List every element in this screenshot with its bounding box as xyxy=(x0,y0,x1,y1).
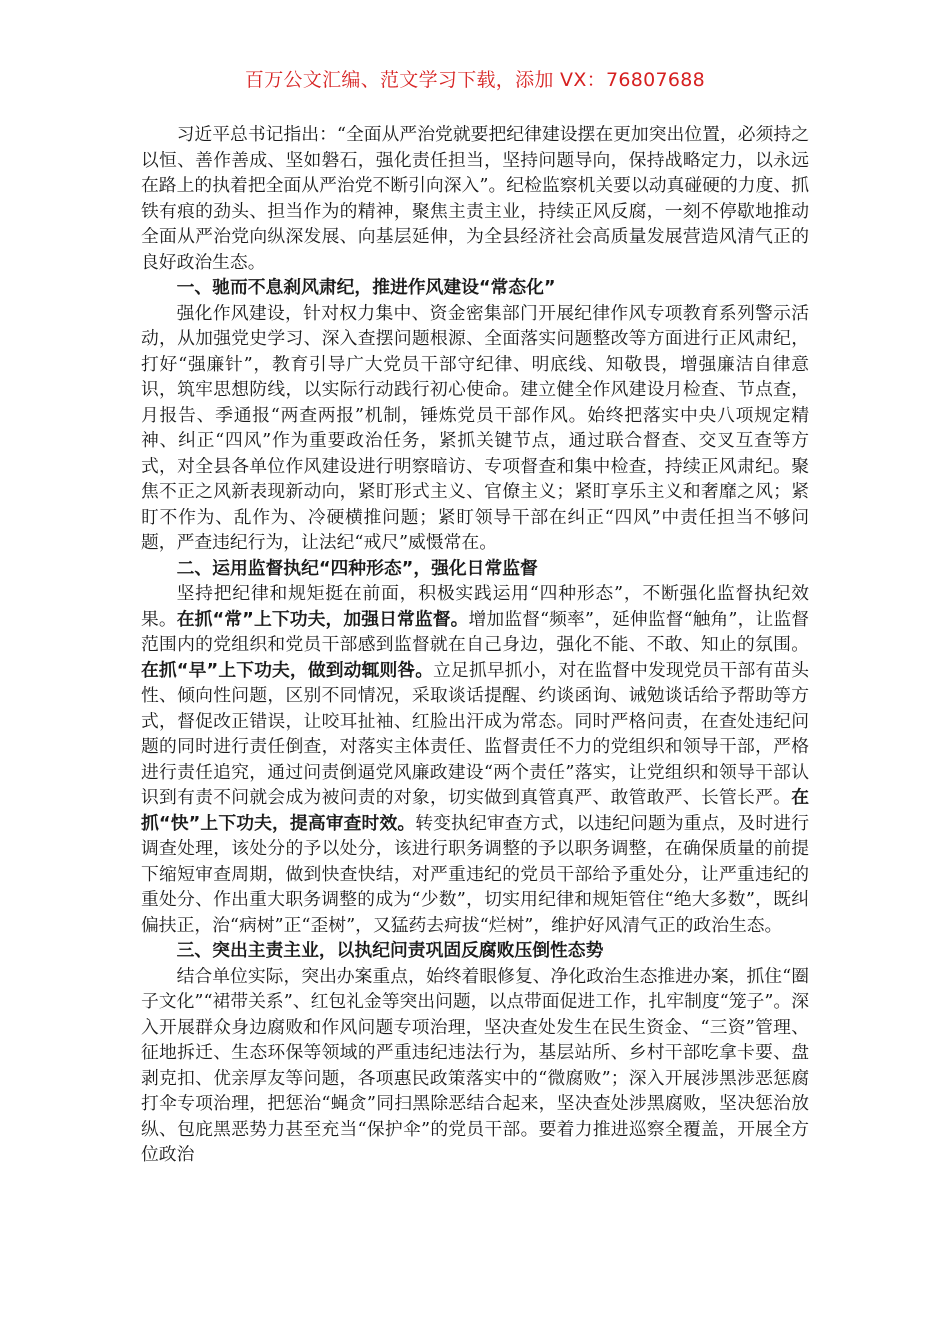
section-1-paragraph: 强化作风建设，针对权力集中、资金密集部门开展纪律作风专项教育系列警示活动，从加强党史学习、深入查摆问题根源、全面落实问题整改等方面进行正风肃纪，打好“强廉针”，教育引导广大党员干部守纪律、明底线、知敬畏，增强廉洁自律意识，筑牢思想防线，以实际行动践行初心使命。建立健全作风建设月检查、节点查，月报告、季通报“两查两报”机制，锤炼党员干部作风。始终把落实中央八项规定精神、纠正“四风”作为重要政治任务，紧抓关键节点，通过联合督查、交叉互查等方式，对全县各单位作风建设进行明察暗访、专项督查和集中检查，持续正风肃纪。聚焦不正之风新表现新动向，紧盯形式主义、官僚主义；紧盯享乐主义和奢靡之风；紧盯不作为、乱作为、冷硬横推问题；紧盯领导干部在纠正“四风”中责任担当不够问题，严查违纪行为，让法纪“戒尺”威慑常在。 xyxy=(141,302,809,553)
section-2-paragraph xyxy=(141,581,809,938)
section-2-text-4: 转变执纪审查方式，以违纪问题为重点，及时进行调查处理，该处分的予以处分，该进行职务调整的予以职务调整，在确保质量的前提下缩短审查周期，做到快查快结，对严重违纪的党员干部给予重处分，让严重违纪的重处分、作出重大职务调整的成为“少数”，切实用纪律和规矩管住“绝大多数”，既纠偏扶正，治“病树”正“歪树”，又猛药去疴拔“烂树”，维护好风清气正的政治生态。 xyxy=(141,812,809,936)
section-2-text-3: 立足抓早抓小，对在监督中发现党员干部有苗头性、倾向性问题，区别不同情况，采取谈话提醒、约谈函询、诫勉谈话给予帮助等方式，督促改正错误，让咬耳扯袖、红脸出汗成为常态。同时严格问责，在查处违纪问题的同时进行责任倒查，对落实主体责任、监督责任不力的党组织和领导干部，严格进行责任追究，通过问责倒逼党风廉政建设“两个责任”落实，让党组织和领导干部认识到有责不问就会成为被问责的对象，切实做到真管真严、敢管敢严、长管长严。 xyxy=(141,659,809,808)
section-2-text-1: 坚持把纪律和规矩挺在前面，积极实践运用“四种形态”，不断强化监督执纪效果。 xyxy=(141,583,809,630)
section-3-heading: 三、突出主责主业，以执纪问责巩固反腐败压倒性态势 xyxy=(176,940,604,961)
section-2-bold-2: 在抓“早”上下功夫，做到动辄则咎。 xyxy=(141,659,434,681)
watermark-banner: 百万公文汇编、范文学习下载，添加 VX：76807688 xyxy=(244,69,706,91)
article-body xyxy=(141,122,809,1168)
section-2-bold-3: 在抓“快”上下功夫，提高审查时效。 xyxy=(141,787,809,834)
section-1-heading: 一、驰而不息刹风肃纪，推进作风建设“常态化” xyxy=(176,277,556,298)
section-2-bold-1: 在抓“常”上下功夫，加强日常监督。 xyxy=(176,608,469,630)
section-2-heading: 二、运用监督执纪“四种形态”，强化日常监督 xyxy=(176,557,538,579)
section-3-paragraph: 结合单位实际，突出办案重点，始终着眼修复、净化政治生态推进办案，抓住“圈子文化”“裙带关系”、红包礼金等突出问题，以点带面促进工作，扎牢制度“笼子”。深入开展群众身边腐败和作风问题专项治理，坚决查处发生在民生资金、“三资”管理、征地拆迁、生态环保等领域的严重违纪违法行为，基层站所、乡村干部吃拿卡要、盘剥克扣、优亲厚友等问题，各项惠民政策落实中的“微腐败”；深入开展涉黑涉恶惩腐打伞专项治理，把惩治“蝇贪”同扫黑除恶结合起来，坚决查处涉黑腐败，坚决惩治放纵、包庇黑恶势力甚至充当“保护伞”的党员干部。要着力推进巡察全覆盖，开展全方位政治 xyxy=(141,965,809,1165)
section-2-text-2: 增加监督“频率”，延伸监督“触角”，让监督范围内的党组织和党员干部感到监督就在自己身边，强化不能、不敢、知止的氛围。 xyxy=(141,608,809,655)
intro-paragraph: 习近平总书记指出：“全面从严治党就要把纪律建设摆在更加突出位置，必须持之以恒、善作善成、坚如磐石，强化责任担当，坚持问题导向，保持战略定力，以永远在路上的执着把全面从严治党不断引向深入”。纪检监察机关要以动真碰硬的力度、抓铁有痕的劲头、担当作为的精神，聚焦主责主业，持续正风反腐，一刻不停歇地推动全面从严治党向纵深发展、向基层延伸，为全县经济社会高质量发展营造风清气正的良好政治生态。 xyxy=(141,124,809,273)
